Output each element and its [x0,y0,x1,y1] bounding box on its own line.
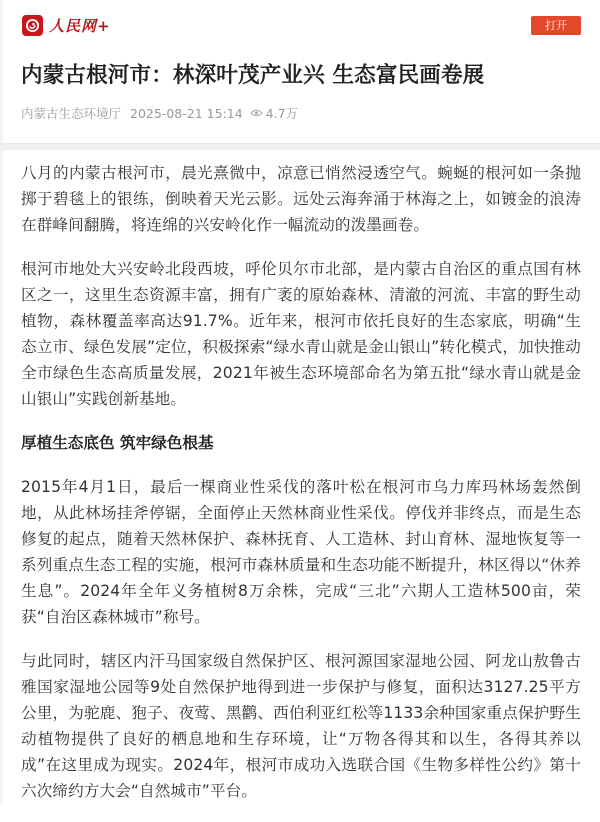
section-heading: 厚植生态底色 筑牢绿色根基 [21,434,214,452]
paragraph: 八月的内蒙古根河市，晨光熹微中，凉意已悄然浸透空气。蜿蜒的根河如一条抛掷于碧毯上的银练，倒映着天光云影。远处云海奔涌于林海之上，如镀金的浪涛在群峰间翻腾，将连绵的兴安岭化作一幅流动的泼墨画卷。 [21,164,581,234]
eye-icon [250,108,263,118]
people-daily-logo-icon [22,15,43,36]
brand-name: 人民网+ [49,16,111,35]
open-app-button[interactable]: 打开 [531,16,581,35]
paragraph: 与此同时，辖区内汗马国家级自然保护区、根河源国家湿地公园、阿龙山敖鲁古雅国家湿地公园等9处自然保护地得到进一步保护与修复，面积达3127.25平方公里，为驼鹿、狍子、夜莺、黑鹳、西伯利亚红松等1133余种国家重点保护野生动植物提供了良好的栖息地和生存环境，让“万物各得其和以生，各得其养以成”在这里成为现实。2024年，根河市成功入选联合国《生物多样性公约》第十六次缔约方大会“自然城市”平台。 [21,652,581,800]
paragraph: 2015年4月1日，最后一棵商业性采伐的落叶松在根河市乌力库玛林场轰然倒地，从此林场挂斧停锯，全面停止天然林商业性采伐。停伐并非终点，而是生态修复的起点，随着天然林保护、森林抚育、人工造林、封山育林、湿地恢复等一系列重点生态工程的实施，根河市森林质量和生态功能不断提升，林区得以“休养生息”。2024年全年义务植树8万余株，完成“三北”六期人工造林500亩，荣获“自治区森林城市”称号。 [21,478,581,626]
view-count: 4.7万 [265,106,299,121]
article-meta [21,104,298,122]
top-bar [0,0,600,50]
article-title: 内蒙古根河市：林深叶茂产业兴 生态富民画卷展 [21,63,485,88]
paragraph: 根河市地处大兴安岭北段西坡，呼伦贝尔市北部，是内蒙古自治区的重点国有林区之一，这里生态资源丰富，拥有广袤的原始森林、清澈的河流、丰富的野生动植物，森林覆盖率高达91.7%。近年来，根河市依托良好的生态家底，明确“生态立市、绿色发展”定位，积极探索“绿水青山就是金山银山”转化模式，加快推动全市绿色生态高质量发展，2021年被生态环境部命名为第五批“绿水青山就是金山银山”实践创新基地。 [21,260,581,408]
article-source[interactable]: 内蒙古生态环境厅 [21,106,122,121]
publish-time: 2025-08-21 15:14 [130,105,243,121]
page-edge [0,0,3,804]
brand-logo[interactable] [22,15,111,36]
article-body [21,160,581,822]
section-divider [0,143,600,150]
